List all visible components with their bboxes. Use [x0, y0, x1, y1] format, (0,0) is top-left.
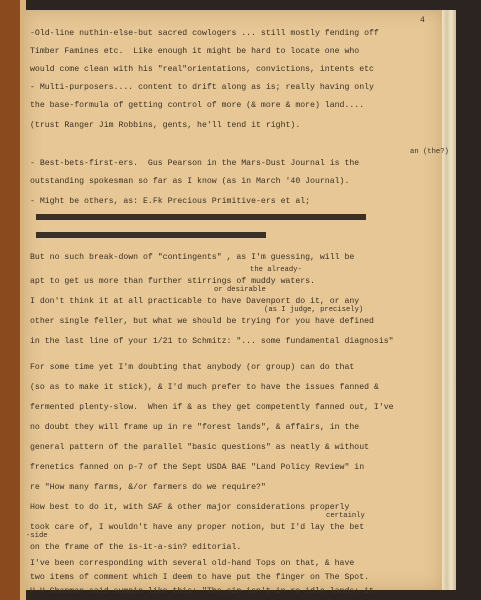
text-line: H H Chapman said sumpin like this: "The sin isn't in re idle lands; it	[30, 587, 374, 596]
text-line: general pattern of the parallel "basic questions" as neatly & without	[30, 443, 370, 452]
struck-through-line	[36, 232, 266, 238]
handwritten-insertion: -side	[26, 532, 48, 540]
text-line: But no such break-down of "contingents" , as I'm guessing, will be	[30, 253, 355, 262]
text-line: no doubt they will frame up in re "forest lands", & affairs, in the	[30, 423, 360, 432]
text-line: in the last line of your 1/21 to Schmitz: "... some fundamental diagnosis"	[30, 337, 394, 346]
text-line: took care of, I wouldn't have any proper notion, but I'd lay the bet	[30, 523, 365, 532]
text-line: outstanding spokesman so far as I know (as in March '40 Journal).	[30, 177, 350, 186]
text-line: other single feller, but what we should be trying for you have defined	[30, 317, 374, 326]
handwritten-insertion: an (the?)	[410, 148, 449, 156]
page-stack-edge	[442, 10, 456, 590]
text-line: (so as to make it stick), & I'd much prefer to have the issues fanned &	[30, 383, 379, 392]
handwritten-insertion: certainly	[326, 512, 365, 520]
text-line: For some time yet I'm doubting that anybody (or group) can do that	[30, 363, 355, 372]
text-line: How best to do it, with SAF & other major considerations properly	[30, 503, 350, 512]
text-line: the base-formula of getting control of more (& more & more) land....	[30, 101, 365, 110]
text-line: apt to get us more than further stirrings of muddy waters.	[30, 277, 315, 286]
struck-through-line	[36, 214, 366, 220]
text-line: I've been corresponding with several old-hand Tops on that, & have	[30, 559, 355, 568]
text-line: fermented plenty-slow. When if & as they get competently fanned out, I've	[30, 403, 394, 412]
text-line: - Might be others, as: E.Fk Precious Primitive-ers et al;	[30, 197, 311, 206]
page-number: 4	[420, 16, 425, 25]
text-line: re "How many farms, &/or farmers do we require?"	[30, 483, 266, 492]
text-line: -Old-line nuthin-else-but sacred cowlogers ... still mostly fending off	[30, 29, 379, 38]
text-line: frenetics fanned on p-7 of the Sept USDA BAE "Land Policy Review" in	[30, 463, 365, 472]
typewritten-page	[24, 10, 449, 596]
text-line: I don't think it at all practicable to have Davenport do it, or any	[30, 297, 360, 306]
text-line: two items of comment which I deem to have put the finger on The Spot.	[30, 573, 370, 582]
handwritten-insertion: (as I judge, precisely)	[264, 306, 364, 314]
handwritten-insertion: the already-	[250, 266, 302, 274]
text-line: (trust Ranger Jim Robbins, gents, he'll tend it right).	[30, 121, 301, 130]
binder-cover	[0, 0, 22, 600]
handwritten-insertion: or desirable	[214, 286, 266, 294]
text-line: Timber Famines etc. Like enough it might be hard to locate one who	[30, 47, 360, 56]
text-line: would come clean with his "real"orientations, convictions, intents etc	[30, 65, 374, 74]
text-line: on the frame of the is-it-a-sin? editorial.	[30, 543, 242, 552]
text-line: - Best-bets-first-ers. Gus Pearson in the Mars-Dust Journal is the	[30, 159, 360, 168]
text-line: - Multi-purposers.... content to drift along as is; really having only	[30, 83, 374, 92]
